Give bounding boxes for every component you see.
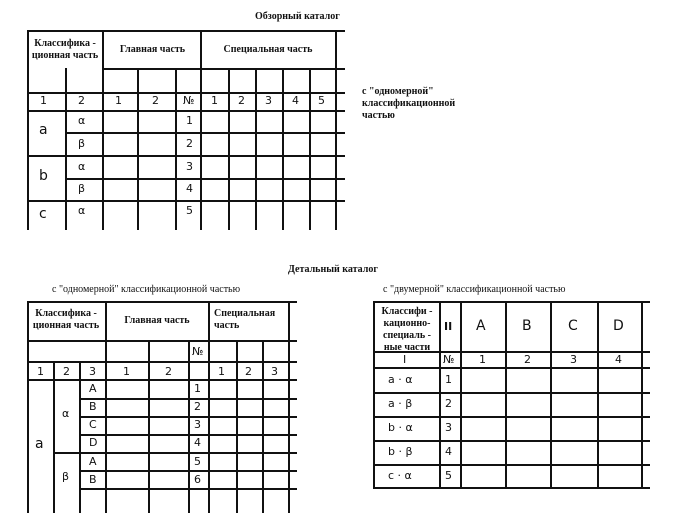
- detailed-left-colnum: 2: [245, 365, 252, 378]
- overview-row-number: 1: [186, 114, 193, 127]
- detailed-right-row-number: 2: [445, 397, 452, 410]
- detailed-right-row-number: 1: [445, 373, 452, 386]
- overview-sub-label: α: [78, 204, 86, 217]
- detailed-right-row-label: a · β: [388, 397, 413, 410]
- detailed-left-colnum: 2: [63, 365, 70, 378]
- overview-special-part-header: Специальная часть: [223, 44, 313, 55]
- overview-sub-label: β: [78, 137, 86, 150]
- detailed-right-subtitle: с "двумерной" классификационной частью: [383, 284, 566, 295]
- detailed-left-item: B: [89, 400, 97, 413]
- detailed-left-colnum: 1: [123, 365, 130, 378]
- detailed-left-subgroup-label: β: [62, 470, 70, 483]
- detailed-left-subtitle: с "одномерной" классификационной частью: [52, 284, 241, 295]
- detailed-right-column-header: B: [522, 318, 532, 334]
- detailed-left-row-number: 3: [194, 418, 201, 431]
- detailed-left-colnum: 2: [165, 365, 172, 378]
- overview-colnum: 1: [211, 94, 218, 107]
- detailed-left-item: A: [89, 455, 97, 468]
- detailed-left-colnum: 1: [218, 365, 225, 378]
- detailed-right-class-special-header: Классифи - кационно- специаль - ные части: [381, 306, 433, 353]
- detailed-right-row-label: a · α: [388, 373, 413, 386]
- detailed-right-row-number: 5: [445, 469, 452, 482]
- overview-colnum: 2: [238, 94, 245, 107]
- detailed-right-colnum: 4: [615, 353, 622, 366]
- detailed-right-column-header: A: [476, 318, 486, 334]
- overview-group-label: a: [39, 122, 48, 138]
- detailed-right-row-number: 4: [445, 445, 452, 458]
- overview-colnum: 2: [78, 94, 85, 107]
- overview-row-number: 5: [186, 204, 193, 217]
- detailed-right-row-label: b · α: [388, 421, 413, 434]
- overview-row-number: 2: [186, 137, 193, 150]
- detailed-right-no-header: №: [443, 353, 455, 366]
- overview-main-part-header: Главная часть: [119, 44, 186, 55]
- overview-sub-label: α: [78, 160, 86, 173]
- overview-colnum: 1: [115, 94, 122, 107]
- overview-class-part-header: Классифика - ционная часть: [31, 38, 99, 61]
- detailed-left-special-part-header: Специальная часть: [214, 308, 276, 331]
- detailed-title: Детальный каталог: [288, 264, 378, 275]
- detailed-right-roman-one-header: I: [403, 353, 407, 366]
- detailed-left-class-part-header: Классифика - ционная часть: [32, 308, 100, 331]
- overview-title: Обзорный каталог: [255, 11, 340, 22]
- detailed-right-column-header: C: [568, 318, 578, 334]
- overview-colnum: 3: [265, 94, 272, 107]
- detailed-left-no-header: №: [192, 345, 204, 358]
- detailed-left-row-number: 2: [194, 400, 201, 413]
- overview-colnum: 2: [152, 94, 159, 107]
- overview-colnum: 5: [318, 94, 325, 107]
- detailed-left-colnum: 1: [37, 365, 44, 378]
- overview-side-note: с "одномерной" классификационной частью: [362, 86, 456, 121]
- detailed-right-row-label: c · α: [388, 469, 412, 482]
- detailed-left-row-number: 1: [194, 382, 201, 395]
- detailed-left-item: C: [89, 418, 97, 431]
- detailed-left-item: A: [89, 382, 97, 395]
- overview-sub-label: α: [78, 114, 86, 127]
- overview-row-number: 3: [186, 160, 193, 173]
- detailed-right-row-label: b · β: [388, 445, 413, 458]
- overview-no-header: №: [183, 94, 195, 107]
- overview-group-label: b: [39, 168, 48, 184]
- detailed-left-item: B: [89, 473, 97, 486]
- detailed-left-row-number: 4: [194, 436, 201, 449]
- detailed-right-roman-two-header: II: [444, 320, 453, 333]
- overview-colnum: 1: [40, 94, 47, 107]
- detailed-right-row-number: 3: [445, 421, 452, 434]
- detailed-left-item: D: [89, 436, 98, 449]
- detailed-right-colnum: 1: [479, 353, 486, 366]
- detailed-left-subgroup-label: α: [62, 407, 70, 420]
- overview-row-number: 4: [186, 182, 193, 195]
- detailed-right-colnum: 3: [570, 353, 577, 366]
- detailed-left-main-part-header: Главная часть: [124, 315, 190, 326]
- overview-colnum: 4: [292, 94, 299, 107]
- detailed-left-row-number: 5: [194, 455, 201, 468]
- detailed-left-colnum: 3: [271, 365, 278, 378]
- detailed-left-row-number: 6: [194, 473, 201, 486]
- detailed-left-colnum: 3: [89, 365, 96, 378]
- detailed-left-group-label: a: [35, 436, 44, 452]
- overview-sub-label: β: [78, 182, 86, 195]
- detailed-right-column-header: D: [613, 318, 624, 334]
- detailed-right-colnum: 2: [524, 353, 531, 366]
- overview-group-label: c: [39, 206, 47, 222]
